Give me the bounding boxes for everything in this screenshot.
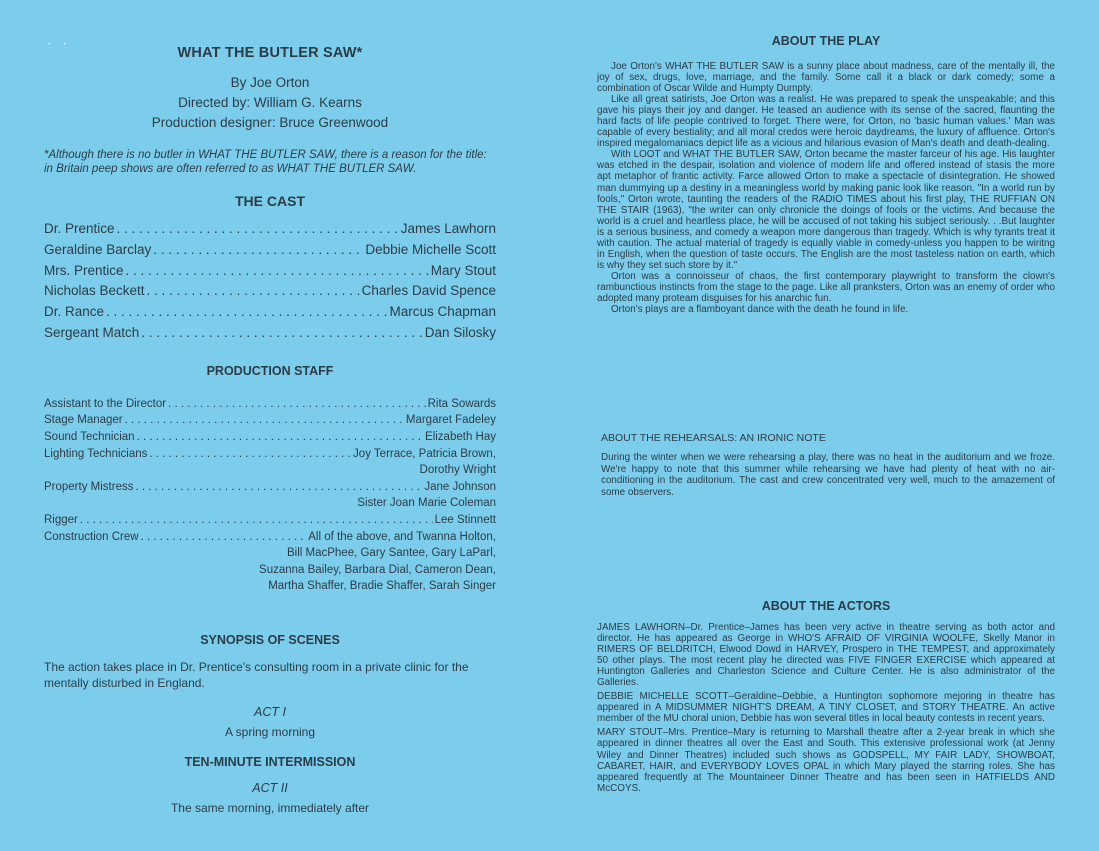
act-two: ACT II: [252, 780, 288, 795]
staff-role: Construction Crew: [44, 530, 139, 543]
cast-row: [44, 261, 496, 282]
cast-actor: James Lawhorn: [400, 221, 496, 236]
staff-row: [44, 479, 496, 496]
staff-row: [44, 412, 496, 429]
dot-leader: [141, 529, 307, 546]
synopsis-text: The action takes place in Dr. Prentice's consulting room in a private clinic for the mentally disturbed in England.: [44, 659, 469, 690]
rehearsals-heading: ABOUT THE REHEARSALS: AN IRONIC NOTE: [601, 432, 826, 444]
staff-names-continued: Sister Joan Marie Coleman: [357, 497, 496, 510]
act-one: ACT I: [254, 704, 286, 719]
about-play-paragraph: With LOOT and WHAT THE BUTLER SAW, Orton became the master farceur of his age. His laughter was etched in the despair, isolation and violence of modern life and offered instead of stasis the more apt metaphor of frantic activity. Farce allowed Orton to make a spectacle of disintegration. He showed man dummying up a destiny in a meaningless world by making panic look like reason. "In a world run by fools," Orton wrote, taunting the readers of the RADIO TIMES about his first play, THE RUFFIAN ON THE STAIR (1963), "the writer can only chronicle the doings of fools or the victims. And because the world is a cruel and heartless place, he will be accused of not taking his subject seriously. . .But laughter is a serious business, and comedy a weapon more dangerous than tragedy. Which is why tyrants treat it with caution. The actual material of tragedy is equally viable in comedy-unless you happen to be wiritng in English, when the question of taste occurs. The English are the most tasteless nation on earth, which is why they set such store by it.": [597, 149, 1055, 271]
cast-role: Geraldine Barclay: [44, 241, 152, 257]
cast-role: Nicholas Beckett: [44, 283, 145, 299]
about-play-paragraph: Orton was a connoisseur of chaos, the first contemporary playwright to transform the clown's rambunctious instincts from the stage to the page. Like all pranksters, Orton was an enemy of order who adopted many proteam disguises for his anarchic fun.: [597, 270, 1055, 304]
dot-leader: [141, 323, 422, 344]
author-line: By Joe Orton: [230, 75, 310, 90]
cast-actor: Mary Stout: [430, 262, 496, 278]
staff-names-continued: Dorothy Wright: [419, 464, 496, 477]
actor-bio: DEBBIE MICHELLE SCOTT–Geraldine–Debbie, a Huntington sophomore mejoring in theatre has appeared in A MIDSUMMER NIGHT'S DREAM, A TINY CLOSET, and STORY THEATRE. An active member of the MU choral union, Debbie has won several titles in local beauty contests in recent years.: [597, 691, 1055, 725]
cast-row: [44, 302, 496, 323]
staff-role: Property Mistress: [44, 480, 134, 493]
staff-role: Lighting Technicians: [44, 447, 148, 460]
staff-names: Lee Stinnett: [434, 513, 496, 526]
staff-heading: PRODUCTION STAFF: [206, 363, 334, 378]
actor-bio: JAMES LAWHORN–Dr. Prentice–James has been very active in theatre serving as both actor and director. He has appeared as George in WHO'S AFRAID OF VIRGINIA WOOLFE, Skelly Manor in RIMERS OF BELDRITCH, Elwood Dowd in HARVEY, Prospero in THE TEMPEST, and approximately 50 other plays. The most recent play he directed was FIVE FINGER EXERCISE which appeared at Huntington Galleries and Charleston Science and Culture Center. He is also administrator of the Galleries.: [597, 622, 1055, 689]
paper-specks: • •: [48, 42, 72, 48]
cast-list: [44, 219, 496, 344]
staff-role: Rigger: [44, 513, 78, 526]
staff-names-continued: Martha Shaffer, Bradie Shaffer, Sarah Singer: [268, 580, 496, 593]
dot-leader: [126, 261, 429, 282]
cast-actor: Dan Silosky: [424, 324, 496, 340]
act-one-description: A spring morning: [224, 724, 316, 739]
rehearsals-text: During the winter when we were rehearsing a play, there was no heat in the auditorium and we froze. We're happy to note that this summer while rehearsing we have had plenty of heat with no air-conditioning in the auditorium. The cast and crew concentrated very well, much to the amazement of some observers.: [601, 452, 1055, 498]
staff-row: [44, 429, 496, 446]
about-play-paragraph: Like all great satirists, Joe Orton was a realist. He was prepared to speak the unspeakable; and this gave his plays their joy and danger. He teased an audience with its sense of the sacred, flaunting the hard facts of life people contrived to forget. There were, for Orton, no 'basic human values.' Man was capable of every bestiality; and all moral credos were heroic daydreams, the luxury of affluence. Orton's inspired megalomaniacs depict life as a vicious and hilarious evasion of Man's death and death-dealing.: [597, 94, 1055, 150]
cast-row: [44, 323, 496, 344]
staff-role: Sound Technician: [44, 430, 135, 443]
dot-leader: [135, 479, 422, 496]
staff-list: [44, 396, 496, 595]
about-play-heading: ABOUT THE PLAY: [771, 34, 881, 48]
right-column: [597, 34, 1055, 794]
dot-leader: [117, 219, 399, 240]
left-column: [44, 40, 496, 815]
dot-leader: [153, 240, 363, 261]
title-footnote: *Although there is no butler in WHAT THE BUTLER SAW, there is a reason for the title: in Britain peep shows are often referred to as WHAT THE BUTLER SAW.: [44, 149, 487, 175]
cast-heading: THE CAST: [235, 193, 305, 209]
cast-actor: Marcus Chapman: [389, 304, 496, 320]
intermission: TEN-MINUTE INTERMISSION: [184, 754, 356, 769]
cast-row: [44, 219, 496, 240]
play-title: WHAT THE BUTLER SAW*: [177, 45, 363, 61]
dot-leader: [137, 429, 423, 446]
staff-names: Elizabeth Hay: [425, 430, 496, 443]
dot-leader: [168, 396, 426, 413]
act-two-description: The same morning, immediately after: [170, 800, 370, 815]
staff-names-continued: Suzanna Bailey, Barbara Dial, Cameron Dean,: [259, 563, 496, 576]
designer-line: Production designer: Bruce Greenwood: [151, 115, 389, 130]
cast-role: Dr. Prentice: [44, 221, 115, 236]
cast-row: [44, 240, 496, 261]
staff-role: Stage Manager: [44, 414, 123, 427]
cast-actor: Debbie Michelle Scott: [365, 241, 496, 257]
cast-actor: Charles David Spence: [361, 283, 496, 299]
actor-bio: MARY STOUT–Mrs. Prentice–Mary is returning to Marshall theatre after a 2-year break in which she appeared in dinner theatres all over the East and South. This extensive professional work (at Jenny Wiley and Dinner Theatres) included such shows as GODSPELL, MY FAIR LADY, SHOWBOAT, CABARET, HAIR, and EVERYBODY LOVES OPAL in which Mary played the starring roles. She has appeared frequently at The Mountaineer Dinner Theatre and has been seen in HATFIELDS AND McCOYS.: [597, 727, 1055, 794]
staff-names-continued: Bill MacPhee, Gary Santee, Gary LaParl,: [286, 547, 496, 560]
rehearsals-section: [597, 432, 1055, 498]
cast-role: Sergeant Match: [44, 324, 140, 340]
director-line: Directed by: William G. Kearns: [178, 95, 362, 110]
about-actors-heading: ABOUT THE ACTORS: [761, 599, 891, 613]
staff-names: Joy Terrace, Patricia Brown,: [353, 447, 496, 460]
staff-names: All of the above, and Twanna Holton,: [308, 530, 496, 543]
about-play-paragraph: Joe Orton's WHAT THE BUTLER SAW is a sunny place about madness, care of the mentally ill, the joy of sex, drugs, love, marriage, and the family. Some call it a black or dark comedy; some a combination of Oscar Wilde and Humpty Dumpty.: [597, 61, 1055, 95]
cast-role: Dr. Rance: [44, 304, 105, 320]
staff-role: Assistant to the Director: [44, 397, 167, 410]
staff-names: Jane Johnson: [424, 480, 496, 493]
staff-row: [44, 512, 496, 529]
dot-leader: [147, 281, 360, 302]
cast-row: [44, 281, 496, 302]
about-play-paragraph: Orton's plays are a flamboyant dance with the death he found in life.: [611, 304, 909, 316]
staff-row: [44, 396, 496, 413]
about-play-text: [597, 61, 1055, 315]
dot-leader: [125, 412, 404, 429]
cast-role: Mrs. Prentice: [44, 262, 124, 278]
actors-section: [597, 599, 1055, 797]
synopsis-heading: SYNOPSIS OF SCENES: [200, 632, 340, 647]
dot-leader: [106, 302, 387, 323]
staff-row: [44, 446, 496, 463]
staff-row: [44, 529, 496, 546]
staff-names: Margaret Fadeley: [405, 414, 496, 427]
staff-names: Rita Sowards: [427, 397, 496, 410]
dot-leader: [149, 446, 351, 463]
dot-leader: [80, 512, 433, 529]
